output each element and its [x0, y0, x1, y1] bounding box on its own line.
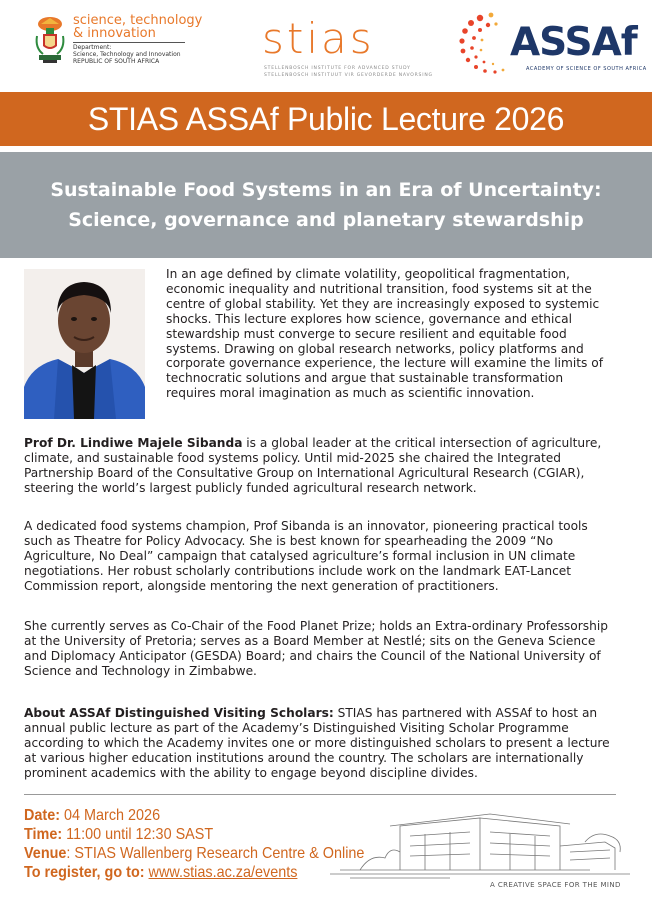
bio-paragraph-3: She currently serves as Co-Chair of the Food Planet Prize; holds an Extra-ordinary Professorship at the University of Pretoria; serves as a Board Member at Nestlé; sits on the Geneva Science and Diplomacy Anticipator (GESDA) Board; and chairs the Council of the National University of Science and Technology in Zimbabwe.: [24, 619, 608, 678]
building-sketch: [330, 796, 630, 882]
lecture-abstract: In an age defined by climate volatility, geopolitical fragmentation, economic inequality and nutritional transition, food systems sit at the centre of global stability. Yet they are increasingly exposed to systemic shocks. This lecture explores how science, governance and ethical stewardship must converge to secure resilient and equitable food systems. Drawing on global research networks, policy platforms and corporate governance experience, the lecture will examine the limits of technocratic solutions and argue that sustainable transformation requires moral imagination as much as scientific innovation.: [166, 267, 604, 401]
venue-row: [24, 844, 364, 863]
speaker-name: Prof Dr. Lindiwe Majele Sibanda: [24, 436, 243, 450]
venue-value: : STIAS Wallenberg Research Centre & Online: [66, 845, 365, 862]
dsti-line1: science, technology: [73, 13, 203, 28]
about-paragraph: [24, 706, 614, 781]
time-label: Time:: [24, 826, 63, 843]
about-text: STIAS has partnered with ASSAf to host an annual public lecture as part of the Academy’s Distinguished Visiting Scholar Programme according to which the Academy invites one or more distinguished scholars to present a lecture at various higher education institutions around the country. The scholars are internationally prominent academics with the ability to engage beyond discipline divides.: [24, 706, 610, 780]
dsti-line3: Department:: [73, 44, 112, 51]
stias-logo: [262, 14, 433, 83]
about-label: About ASSAf Distinguished Visiting Scholars:: [24, 706, 334, 720]
date-value: 04 March 2026: [60, 807, 161, 824]
bio-paragraph-1: [24, 436, 614, 496]
time-value: 11:00 until 12:30 SAST: [62, 826, 214, 843]
stias-sub1: STELLENBOSCH INSTITUTE FOR ADVANCED STUDY: [264, 66, 411, 71]
tagline: A CREATIVE SPACE FOR THE MIND: [490, 881, 621, 889]
dsti-line2: & innovation: [73, 26, 156, 41]
speaker-photo: [24, 269, 145, 419]
event-title: STIAS ASSAf Public Lecture 2026: [0, 92, 652, 146]
date-row: [24, 806, 364, 825]
event-subtitle: [0, 152, 652, 258]
bio-text-1: is a global leader at the critical intersection of agriculture, climate, and sustainable food systems policy. Until mid-2025 she chaired the Integrated Partnership Board of the Consultative Group on International Agricultural Research (CGIAR), steering the world’s largest publicly funded agricultural research network.: [24, 436, 602, 495]
register-link[interactable]: www.stias.ac.za/events: [148, 864, 298, 881]
register-row: [24, 863, 364, 882]
time-row: [24, 825, 364, 844]
dsti-logo: [33, 13, 203, 66]
dsti-rule: [73, 42, 185, 43]
stias-wordmark: stias: [262, 14, 375, 63]
logo-bar: [0, 0, 652, 90]
stias-sub2: STELLENBOSCH INSTITUUT VIR GEVORDERDE NAVORSING: [264, 73, 433, 78]
register-label: To register, go to:: [24, 864, 145, 881]
coat-of-arms-icon: [33, 14, 67, 64]
venue-label: Venue: [24, 845, 67, 862]
divider: [24, 794, 616, 795]
event-details: [24, 806, 364, 882]
dsti-line4: Science, Technology and Innovation: [73, 51, 181, 58]
subtitle-line2: Science, governance and planetary stewardship: [68, 209, 584, 231]
dsti-line5: REPUBLIC OF SOUTH AFRICA: [73, 58, 160, 65]
assaf-sub: ACADEMY OF SCIENCE OF SOUTH AFRICA: [526, 66, 647, 72]
bio-paragraph-2: A dedicated food systems champion, Prof Sibanda is an innovator, pioneering practical tools such as Theatre for Policy Advocacy. She is best known for spearheading the 2009 “No Agriculture, No Deal” campaign that catalysed agriculture’s formal inclusion in UN climate negotiations. Her robust scholarly contributions include work on the landmark EAT-Lancet Commission report, alongside mentoring the next generation of practitioners.: [24, 519, 588, 593]
date-label: Date:: [24, 807, 61, 824]
subtitle-line1: Sustainable Food Systems in an Era of Uncertainty:: [50, 179, 602, 201]
assaf-wordmark: ASSAf: [510, 20, 637, 65]
assaf-logo: [458, 6, 647, 86]
